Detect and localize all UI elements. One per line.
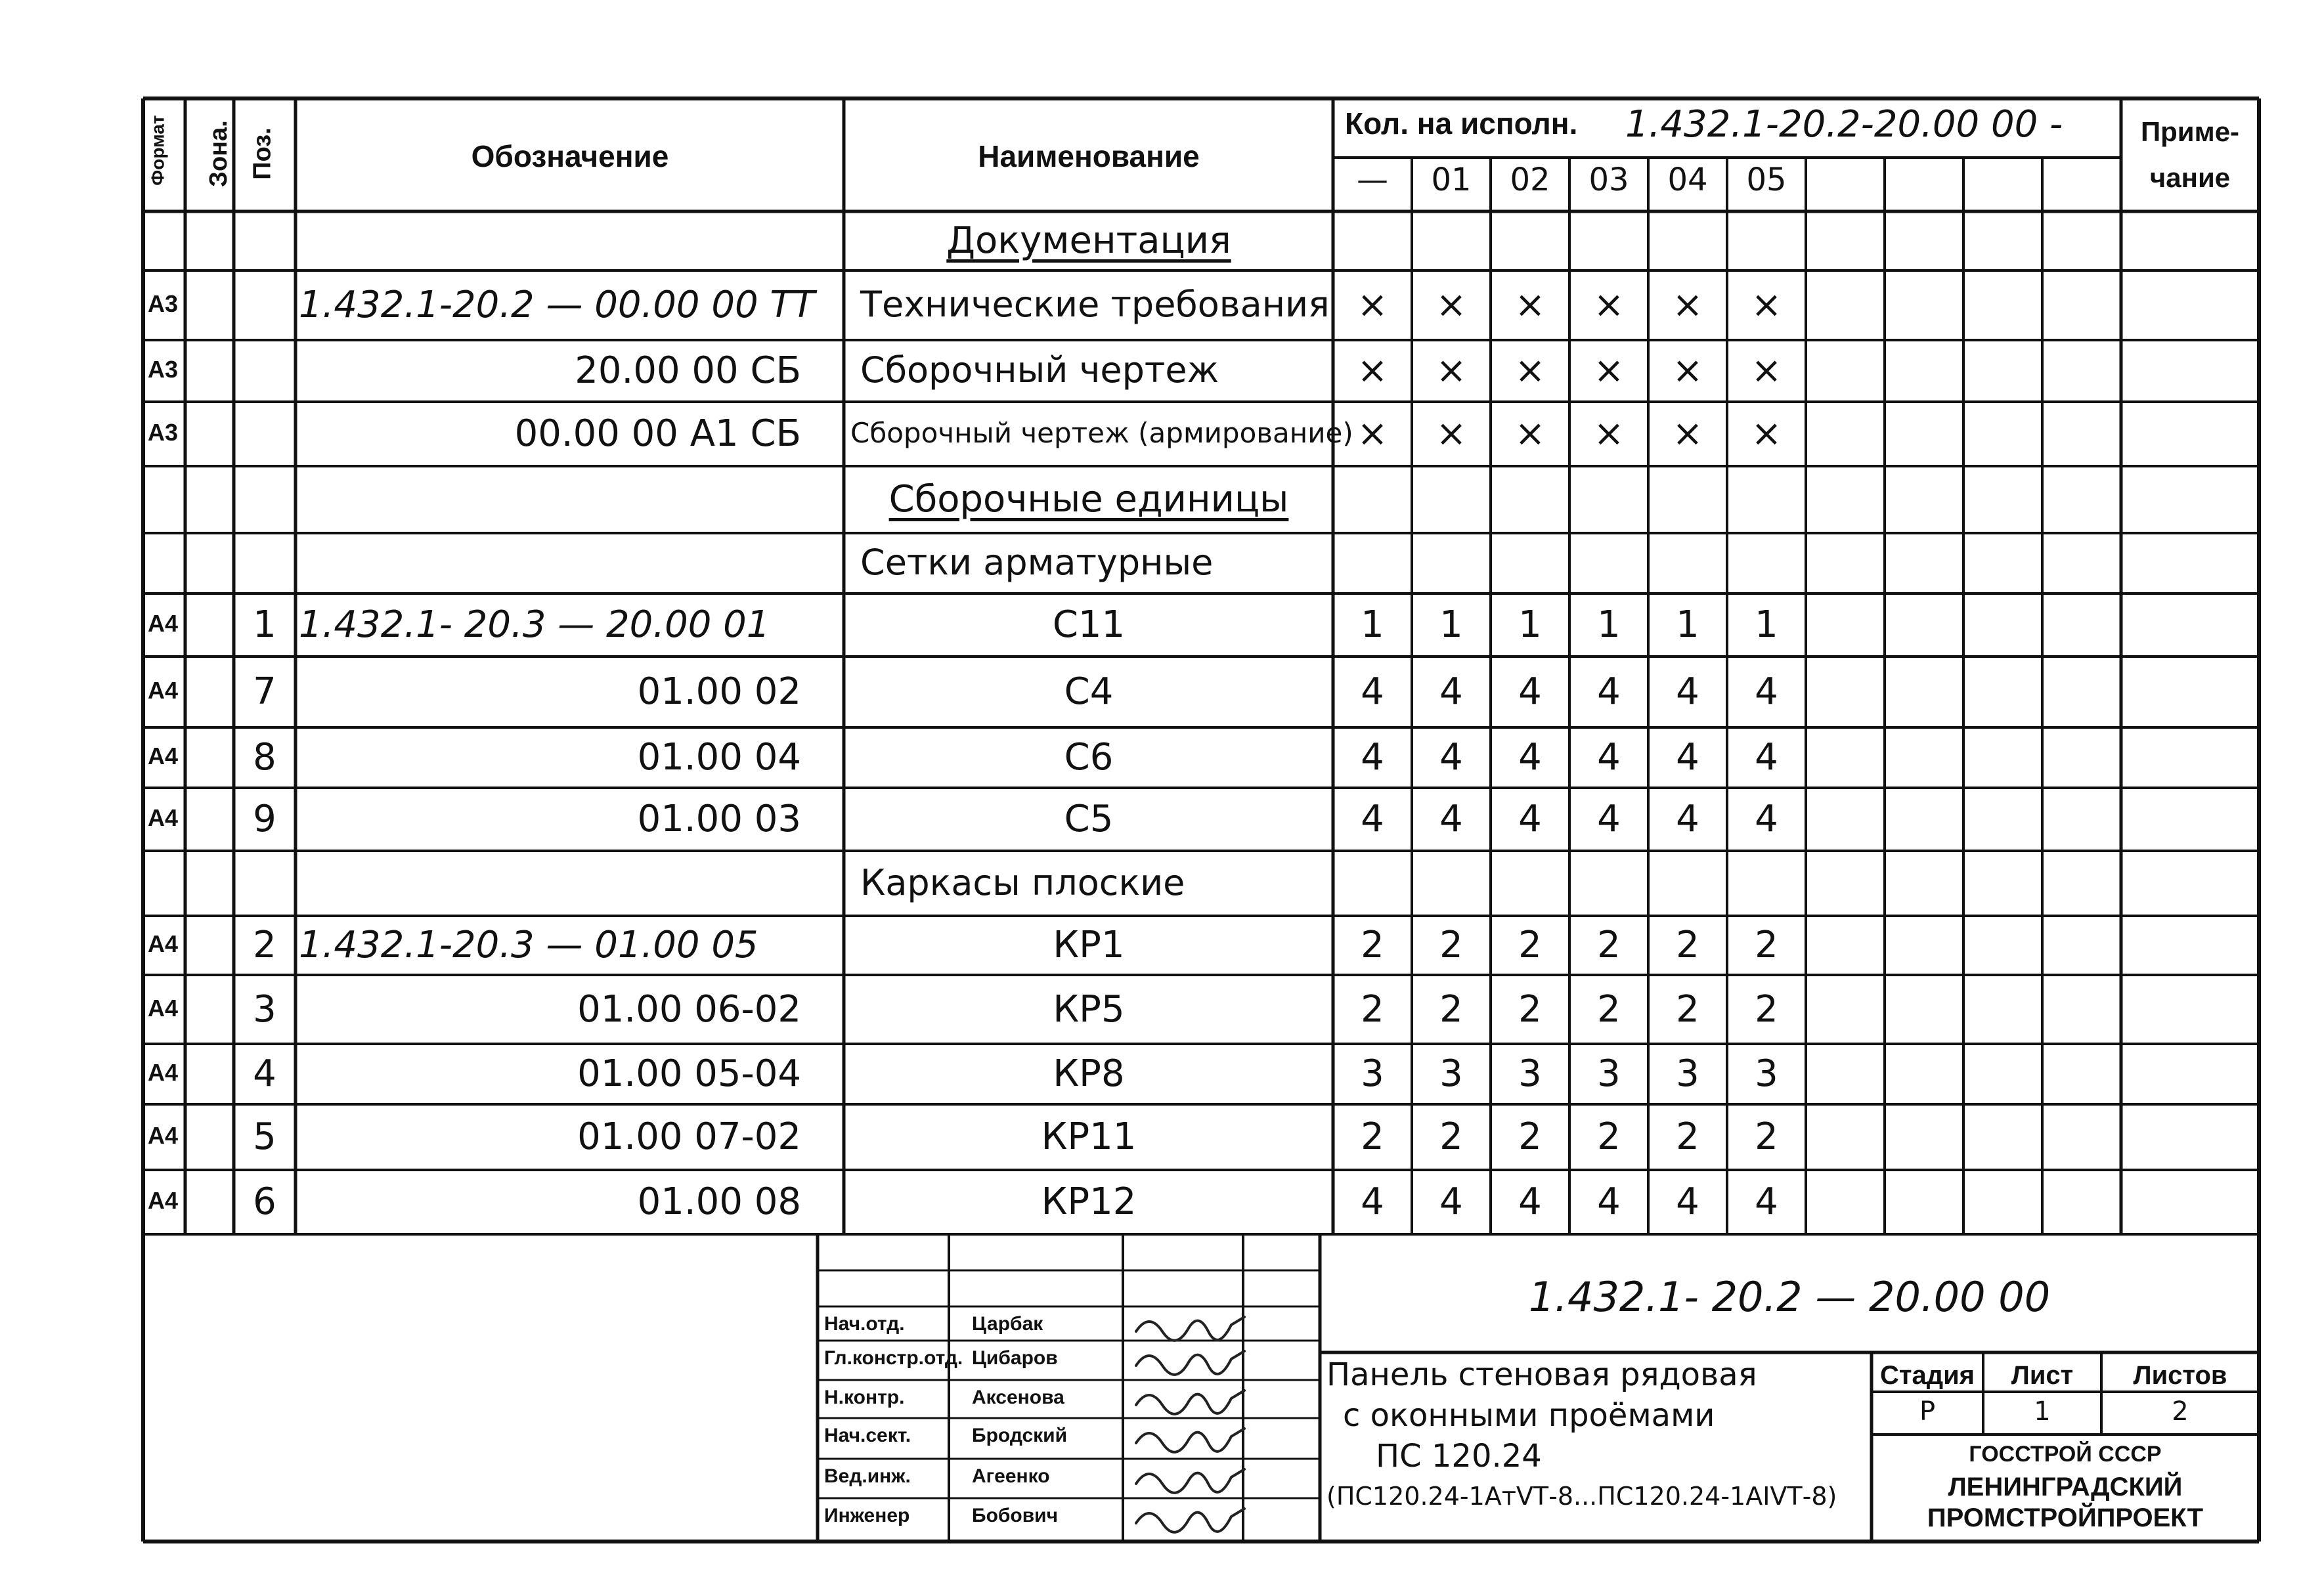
row-qty-02: 2 [1518, 924, 1542, 966]
row-designation: 20.00 00 СБ [575, 349, 801, 392]
header-note-2: чание [2149, 162, 2231, 193]
row-qty-02: 4 [1518, 798, 1542, 840]
row-qty-04: × [1672, 349, 1703, 392]
row-qty-01: 2 [1439, 987, 1463, 1031]
header-qty-code: 1.432.1-20.2-20.00 00 - [1625, 103, 2063, 146]
row-qty-03: 4 [1597, 670, 1621, 713]
sheet-label: Лист [2011, 1361, 2074, 1390]
row-qty-01: × [1435, 349, 1467, 392]
row-format: A3 [148, 356, 179, 383]
row-name: С5 [1064, 798, 1114, 840]
row-qty-01: × [1435, 284, 1467, 326]
org-ministry: ГОССТРОЙ СССР [1969, 1442, 2162, 1467]
row-qty-03: 4 [1597, 1180, 1621, 1223]
row-name: КР11 [1041, 1115, 1137, 1158]
row-qty-01: 4 [1439, 798, 1463, 840]
row-qty-05: 4 [1755, 670, 1778, 713]
variant-header-3: 03 [1588, 162, 1629, 198]
row-qty-05: 2 [1755, 987, 1778, 1031]
row-qty-05: × [1751, 284, 1782, 326]
signer-name: Бобович [972, 1505, 1059, 1526]
row-position: 5 [253, 1115, 276, 1158]
row-qty-01: 2 [1439, 1115, 1463, 1158]
row-qty-01: 4 [1439, 736, 1463, 779]
signer-name: Агеенко [972, 1465, 1050, 1487]
title-line-3: ПС 120.24 [1376, 1438, 1542, 1475]
row-position: 2 [253, 924, 276, 966]
row-format: A4 [148, 804, 179, 831]
row-qty-04: 4 [1676, 670, 1699, 713]
signature-5 [1136, 1469, 1244, 1493]
row-qty-05: 4 [1755, 798, 1778, 840]
row-name: Каркасы плоские [860, 861, 1185, 903]
row-qty-base: × [1357, 349, 1388, 392]
row-qty-02: 2 [1518, 987, 1542, 1031]
header-name: Наименование [978, 139, 1200, 173]
row-qty-04: 1 [1676, 603, 1699, 646]
row-name: Сетки арматурные [860, 542, 1214, 583]
row-qty-04: 4 [1676, 1180, 1699, 1223]
row-qty-05: 4 [1755, 736, 1778, 779]
row-qty-03: 1 [1597, 603, 1621, 646]
row-qty-03: 3 [1597, 1052, 1621, 1095]
row-qty-04: 2 [1676, 987, 1699, 1031]
row-format: A4 [148, 1187, 179, 1214]
row-qty-04: × [1672, 284, 1703, 326]
row-format: A3 [148, 290, 179, 317]
section-title: Документация [946, 219, 1231, 262]
row-qty-base: 4 [1361, 670, 1384, 713]
row-qty-02: 4 [1518, 736, 1542, 779]
header-format: Формат [147, 115, 168, 186]
variant-header-1: 01 [1431, 162, 1472, 198]
row-designation: 1.432.1- 20.3 — 20.00 01 [299, 603, 770, 646]
row-qty-base: 1 [1361, 603, 1384, 646]
row-format: A4 [148, 743, 179, 769]
signer-name: Царбак [972, 1313, 1043, 1335]
variant-header-2: 02 [1510, 162, 1550, 198]
signer-role: Инженер [824, 1505, 910, 1526]
row-designation: 01.00 04 [637, 736, 801, 779]
row-qty-02: 3 [1518, 1052, 1542, 1095]
row-designation: 00.00 00 А1 СБ [514, 412, 801, 455]
row-qty-02: × [1514, 284, 1546, 326]
row-qty-04: 4 [1676, 798, 1699, 840]
signer-name: Аксенова [972, 1387, 1064, 1408]
header-designation: Обозначение [471, 139, 669, 173]
row-qty-01: 1 [1439, 603, 1463, 646]
signature-1 [1136, 1317, 1244, 1341]
row-name: Технические требования [860, 284, 1330, 325]
row-format: A4 [148, 1122, 179, 1149]
row-qty-03: × [1593, 412, 1625, 455]
row-qty-05: 3 [1755, 1052, 1778, 1095]
sheet-value: 1 [2034, 1396, 2051, 1427]
row-qty-04: 4 [1676, 736, 1699, 779]
row-name: КР8 [1053, 1052, 1125, 1095]
stage-value: Р [1919, 1396, 1936, 1427]
row-qty-01: 3 [1439, 1052, 1463, 1095]
signature-6 [1136, 1509, 1244, 1532]
variant-header-4: 04 [1667, 162, 1708, 198]
row-format: A4 [148, 930, 179, 957]
section-title: Сборочные единицы [888, 478, 1289, 521]
row-position: 4 [253, 1052, 276, 1095]
row-name: Сборочный чертеж [860, 349, 1219, 391]
org-name-1: ЛЕНИНГРАДСКИЙ [1948, 1473, 2183, 1501]
row-qty-05: × [1751, 349, 1782, 392]
row-qty-base: × [1357, 284, 1388, 326]
row-format: A4 [148, 994, 179, 1022]
title-line-2: с оконными проёмами [1343, 1397, 1715, 1434]
row-qty-base: 2 [1361, 1115, 1384, 1158]
row-qty-05: 1 [1755, 603, 1778, 646]
row-designation: 01.00 05-04 [577, 1052, 801, 1095]
row-qty-04: 2 [1676, 924, 1699, 966]
row-name: КР12 [1041, 1180, 1137, 1223]
row-qty-base: × [1357, 412, 1388, 455]
row-qty-05: 4 [1755, 1180, 1778, 1223]
row-format: A3 [148, 419, 179, 446]
signature-3 [1136, 1391, 1244, 1414]
row-position: 3 [253, 987, 276, 1031]
title-line-1: Панель стеновая рядовая [1326, 1356, 1757, 1393]
row-name: Сборочный чертеж (армирование) [850, 417, 1353, 449]
signer-role: Нач.сект. [824, 1425, 911, 1446]
row-qty-base: 4 [1361, 1180, 1384, 1223]
signer-name: Цибаров [972, 1347, 1058, 1369]
stage-label: Стадия [1879, 1361, 1975, 1390]
signer-name: Бродский [972, 1425, 1068, 1446]
row-qty-05: × [1751, 412, 1782, 455]
row-qty-02: 4 [1518, 670, 1542, 713]
row-qty-01: 2 [1439, 924, 1463, 966]
signer-role: Вед.инж. [824, 1465, 911, 1487]
row-qty-02: × [1514, 349, 1546, 392]
signature-4 [1136, 1429, 1244, 1452]
row-designation: 1.432.1-20.3 — 01.00 05 [299, 924, 758, 966]
header-zone: Зона. [204, 120, 232, 187]
row-position: 1 [253, 603, 276, 646]
row-name: С6 [1064, 736, 1114, 779]
row-qty-03: 4 [1597, 798, 1621, 840]
variant-header-0: — [1357, 162, 1388, 198]
row-qty-05: 2 [1755, 1115, 1778, 1158]
row-qty-04: 2 [1676, 1115, 1699, 1158]
row-qty-03: 2 [1597, 987, 1621, 1031]
header-qty-label: Кол. на исполн. [1345, 106, 1578, 140]
org-name-2: ПРОМСТРОЙПРОЕКТ [1927, 1503, 2204, 1532]
row-qty-02: 4 [1518, 1180, 1542, 1223]
title-line-4: (ПС120.24-1АтVТ-8...ПС120.24-1АIVТ-8) [1326, 1482, 1837, 1511]
signer-role: Н.контр. [824, 1387, 905, 1408]
row-qty-01: × [1435, 412, 1467, 455]
signer-role: Нач.отд. [824, 1313, 905, 1335]
header-pos: Поз. [248, 127, 276, 180]
row-designation: 01.00 02 [637, 670, 801, 713]
sheets-label: Листов [2133, 1361, 2227, 1390]
row-designation: 01.00 03 [637, 798, 801, 840]
row-qty-03: × [1593, 284, 1625, 326]
row-format: A4 [148, 677, 179, 704]
header-note-1: Приме- [2140, 116, 2240, 147]
document-code: 1.432.1- 20.2 — 20.00 00 [1528, 1273, 2051, 1321]
row-name: С11 [1052, 603, 1126, 646]
row-qty-03: 2 [1597, 1115, 1621, 1158]
signature-2 [1136, 1351, 1244, 1375]
row-format: A4 [148, 1059, 179, 1086]
row-position: 7 [253, 670, 276, 713]
row-designation: 01.00 08 [637, 1180, 801, 1223]
row-qty-04: × [1672, 412, 1703, 455]
row-qty-03: 2 [1597, 924, 1621, 966]
row-qty-04: 3 [1676, 1052, 1699, 1095]
row-name: КР1 [1053, 924, 1125, 966]
row-qty-03: 4 [1597, 736, 1621, 779]
row-position: 9 [253, 798, 276, 840]
row-qty-02: × [1514, 412, 1546, 455]
row-designation: 1.432.1-20.2 — 00.00 00 ТТ [299, 284, 815, 326]
row-format: A4 [148, 610, 179, 637]
row-qty-base: 2 [1361, 924, 1384, 966]
row-qty-base: 2 [1361, 987, 1384, 1031]
signer-role: Гл.констр.отд. [824, 1347, 963, 1369]
sheets-value: 2 [2172, 1396, 2189, 1427]
row-qty-05: 2 [1755, 924, 1778, 966]
row-name: С4 [1064, 670, 1114, 713]
row-qty-base: 4 [1361, 736, 1384, 779]
row-qty-03: × [1593, 349, 1625, 392]
row-qty-01: 4 [1439, 1180, 1463, 1223]
row-qty-01: 4 [1439, 670, 1463, 713]
row-qty-02: 1 [1518, 603, 1542, 646]
row-position: 6 [253, 1180, 276, 1223]
row-designation: 01.00 06-02 [577, 987, 801, 1031]
row-designation: 01.00 07-02 [577, 1115, 801, 1158]
row-qty-base: 4 [1361, 798, 1384, 840]
row-position: 8 [253, 736, 276, 779]
row-qty-02: 2 [1518, 1115, 1542, 1158]
row-qty-base: 3 [1361, 1052, 1384, 1095]
row-name: КР5 [1053, 987, 1125, 1031]
variant-header-5: 05 [1746, 162, 1787, 198]
